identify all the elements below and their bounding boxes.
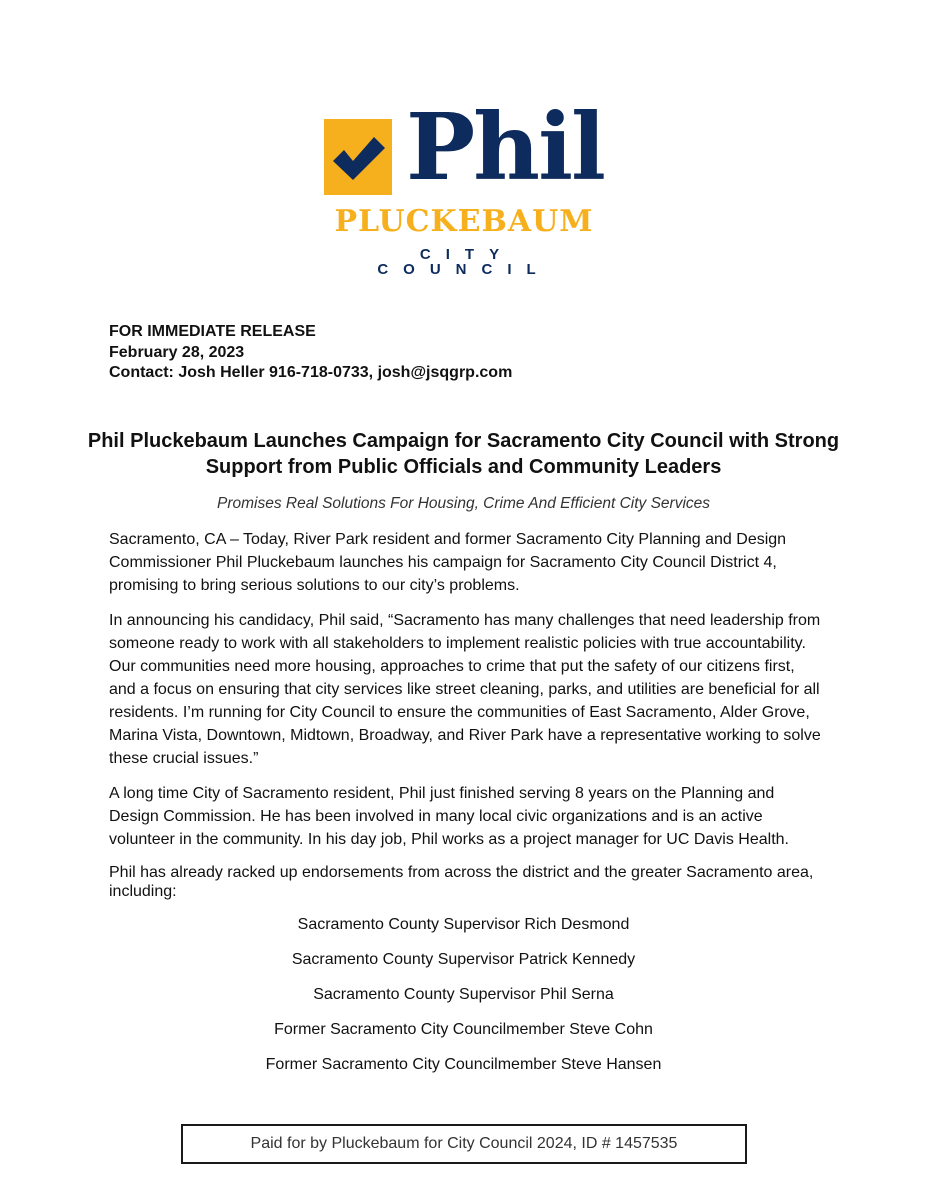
release-contact: Contact: Josh Heller 916-718-0733, josh@jsqgrp.com [109,364,513,381]
endorsement-item: Former Sacramento City Councilmember Steve Cohn [274,1021,653,1038]
checkbox-check-icon [324,119,392,195]
paid-for-disclaimer: Paid for by Pluckebaum for City Council 2024, ID # 1457535 [181,1124,747,1164]
logo-first-name: Phil [406,93,604,201]
release-header [109,322,512,384]
endorsement-item: Sacramento County Supervisor Phil Serna [313,986,614,1003]
release-label: FOR IMMEDIATE RELEASE [109,323,316,340]
endorsement-list [80,913,847,1088]
headline: Phil Pluckebaum Launches Campaign for Sacramento City Council with Strong Support from Public Officials and Community Leaders [87,430,840,478]
paragraph: Phil has already racked up endorsements from across the district and the greater Sacramento area, including: [109,864,814,900]
logo-last-name: PLUCKEBAUM [334,204,594,239]
paragraph: In announcing his candidacy, Phil said, “Sacramento has many challenges that need leadership from someone ready to work with all stakeholders to implement realistic policies with true accountability. Our communities need more housing, approaches to crime that put the safety of our citizens first, and a focus on ensuring that city services like street cleaning, parks, and utilities are beneficial for all residents. I’m running for City Council to ensure the communities of East Sacramento, Alder Grove, Marina Vista, Downtown, Midtown, Broadway, and River Park have a representative working to solve these crucial issues.” [109,612,821,767]
endorsement-item: Sacramento County Supervisor Patrick Kennedy [291,951,636,968]
endorsement-item: Sacramento County Supervisor Rich Desmond [297,916,630,933]
paragraph: A long time City of Sacramento resident, Phil just finished serving 8 years on the Planning and Design Commission. He has been involved in many local civic organizations and is an active volunteer in the community. In his day job, Phil works as a project manager for UC Davis Health. [109,785,789,848]
campaign-logo [322,93,607,278]
body-text [109,528,821,901]
logo-office: CITY COUNCIL [377,246,551,278]
paragraph: Sacramento, CA – Today, River Park resident and former Sacramento City Planning and Design Commissioner Phil Pluckebaum launches his campaign for Sacramento City Council District 4, promising to bring serious solutions to our city’s problems. [109,531,787,594]
release-date: February 28, 2023 [109,343,245,361]
endorsement-item: Former Sacramento City Councilmember Steve Hansen [265,1056,662,1073]
subheadline: Promises Real Solutions For Housing, Crime And Efficient City Services [216,495,711,512]
